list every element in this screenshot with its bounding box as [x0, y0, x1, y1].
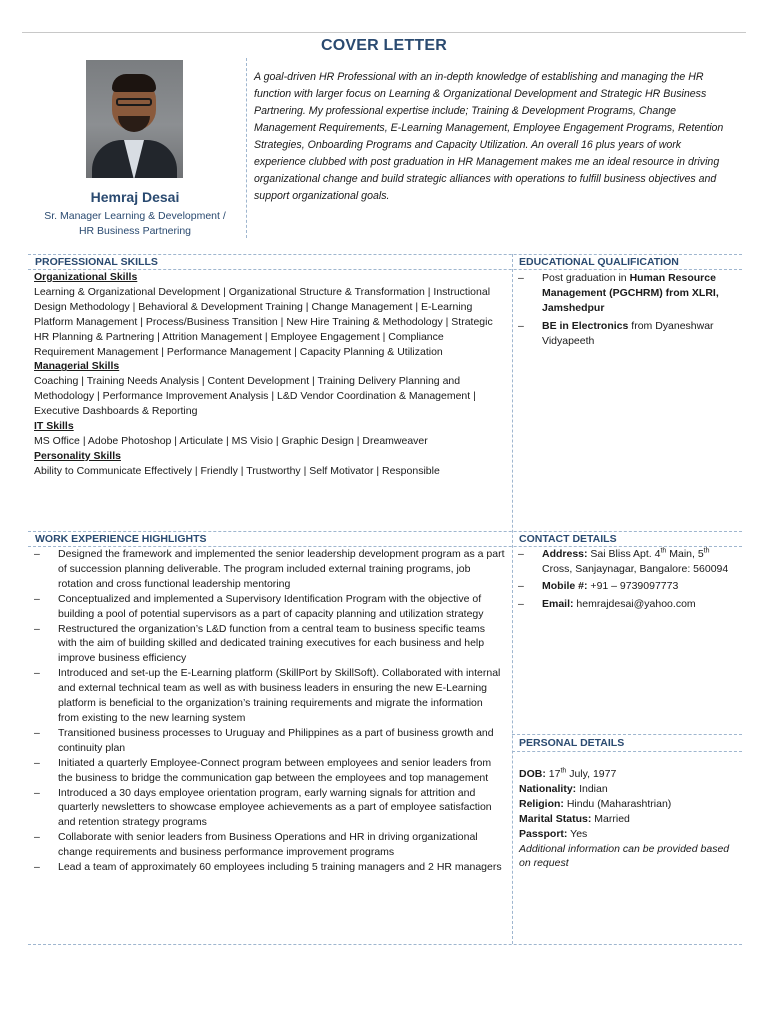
- education-list: [518, 271, 740, 349]
- experience-list: [34, 547, 506, 875]
- role-line-1: Sr. Manager Learning & Development /: [44, 210, 226, 222]
- list-item: – Introduced a 30 days employee orientation program, early warning signals for attrition and quarterly newsletters to showcase employee achievements as a part of employee satisfaction and retention strategy programs: [34, 786, 506, 831]
- skill-group-title: Personality Skills: [34, 449, 121, 462]
- additional-note: Additional information can be provided based on request: [519, 842, 730, 870]
- role-line-2: HR Business Partnering: [78, 224, 192, 237]
- skill-group-title: IT Skills: [34, 420, 74, 433]
- contact-address: – Address: Sai Bliss Apt. 4th Main, 5th Cross, Sanjaynagar, Bangalore: 560094: [518, 547, 740, 577]
- dob-line: DOB: 17th July, 1977: [519, 767, 617, 780]
- marital-line: Marital Status: Married: [519, 812, 630, 825]
- profile-photo: [86, 60, 183, 178]
- skill-group-text: MS Office | Adobe Photoshop | Articulate | MS Visio | Graphic Design | Dreamweaver: [34, 434, 428, 447]
- contact-list: [518, 547, 740, 612]
- list-item: – BE in Electronics from Dyaneshwar Vidyapeeth: [518, 319, 740, 349]
- candidate-role: [0, 209, 270, 238]
- professional-skills-heading: PROFESSIONAL SKILLS: [35, 256, 158, 268]
- section-divider: [512, 751, 742, 752]
- section-divider: [28, 944, 742, 945]
- email-link[interactable]: hemrajdesai@yahoo.com: [573, 597, 696, 610]
- list-item: – Collaborate with senior leaders from Business Operations and HR in driving organizational change requirements and business performance improvement programs: [34, 830, 506, 860]
- summary-paragraph: A goal-driven HR Professional with an in-depth knowledge of establishing and managing the HR function with larger focus on Learning & Organizational Development and Strategic HR Business Partnering. My professional expertise include; Training & Development Programs, Change Management Requirements, E-Learning Management, Employee Engagement Programs, Retention Strategies, Onboarding Programs and Capacity Utilization. An overall 16 plus years of work experience clubbed with post graduation in HR Management makes me an ideal resource in driving organizational change and build strategic alliances with operations to fulfill business objectives and support organizational goals.: [254, 71, 724, 202]
- skills-list: [34, 270, 506, 479]
- document-title: COVER LETTER: [321, 37, 447, 54]
- list-item: – Transitioned business processes to Uruguay and Philippines as a part of business growth and continuity plan: [34, 726, 506, 756]
- education-heading: EDUCATIONAL QUALIFICATION: [519, 256, 679, 268]
- list-item: – Lead a team of approximately 60 employees including 5 training managers and 2 HR managers: [34, 860, 506, 875]
- section-divider: [28, 254, 742, 255]
- nationality-line: Nationality: Indian: [519, 782, 608, 795]
- contact-heading: CONTACT DETAILS: [519, 533, 617, 545]
- skill-group-title: Organizational Skills: [34, 271, 138, 283]
- column-divider: [512, 254, 513, 944]
- work-experience-heading: WORK EXPERIENCE HIGHLIGHTS: [35, 533, 207, 545]
- list-item: – Designed the framework and implemented the senior leadership development program as a part of succession planning deliverable. The program included external training programs, job rotation and cross functional leadership mentoring: [34, 547, 506, 592]
- list-item: – Introduced and set-up the E-Learning platform (SkillPort by SkillSoft). Collaborated with internal and external technical team as well as with business leaders in ensuring the new E-Learning platform is beneficial to the organization’s training requirements and migrate the information from existing to the new learning system: [34, 666, 506, 726]
- skill-group-text: Coaching | Training Needs Analysis | Content Development | Training Delivery Planning and Methodology | Performance Improvement Analysis | L&D Vendor Coordination & Management | Executive Dashboards & Reporting: [34, 375, 476, 418]
- list-item: – Post graduation in Human Resource Management (PGCHRM) from XLRI, Jamshedpur: [518, 271, 740, 316]
- skill-group-text: Learning & Organizational Development | Organizational Structure & Transformation | Instructional Design Methodology | Behavioral & Development Training | Change Management | E-Learning Platform Management | Process/Business Transition | New Hire Training & Methodology | Strategic HR Planning & Partnering | Attrition Management | Employee Engagement | Compliance Requirement Management | Performance Management | Capacity Planning & Utilization: [34, 285, 493, 358]
- contact-email[interactable]: – Email: hemrajdesai@yahoo.com: [518, 597, 740, 612]
- personal-heading: PERSONAL DETAILS: [519, 737, 625, 749]
- skill-group-text: Ability to Communicate Effectively | Friendly | Trustworthy | Self Motivator | Responsible: [34, 464, 440, 477]
- section-divider: [512, 734, 742, 735]
- header-separator: [246, 58, 247, 238]
- list-item: – Initiated a quarterly Employee-Connect program between employees and senior leaders from the business to bridge the communication gap between the employees and top management: [34, 756, 506, 786]
- candidate-name: Hemraj Desai: [90, 189, 180, 205]
- list-item: – Conceptualized and implemented a Supervisory Identification Program with the objective of building a pool of potential supervisors as a part of capacity planning and utilization strategy: [34, 592, 506, 622]
- section-divider: [28, 531, 742, 532]
- top-rule: [22, 32, 746, 33]
- skill-group-title: Managerial Skills: [34, 360, 120, 373]
- contact-mobile: – Mobile #: +91 – 9739097773: [518, 579, 740, 594]
- religion-line: Religion: Hindu (Maharashtrian): [519, 797, 672, 810]
- personal-details: [519, 767, 741, 871]
- list-item: – Restructured the organization’s L&D function from a central team to business specific teams with the aim of building skilled and dedicated training executives for each business and help improve business efficiency: [34, 622, 506, 667]
- passport-line: Passport: Yes: [519, 827, 588, 840]
